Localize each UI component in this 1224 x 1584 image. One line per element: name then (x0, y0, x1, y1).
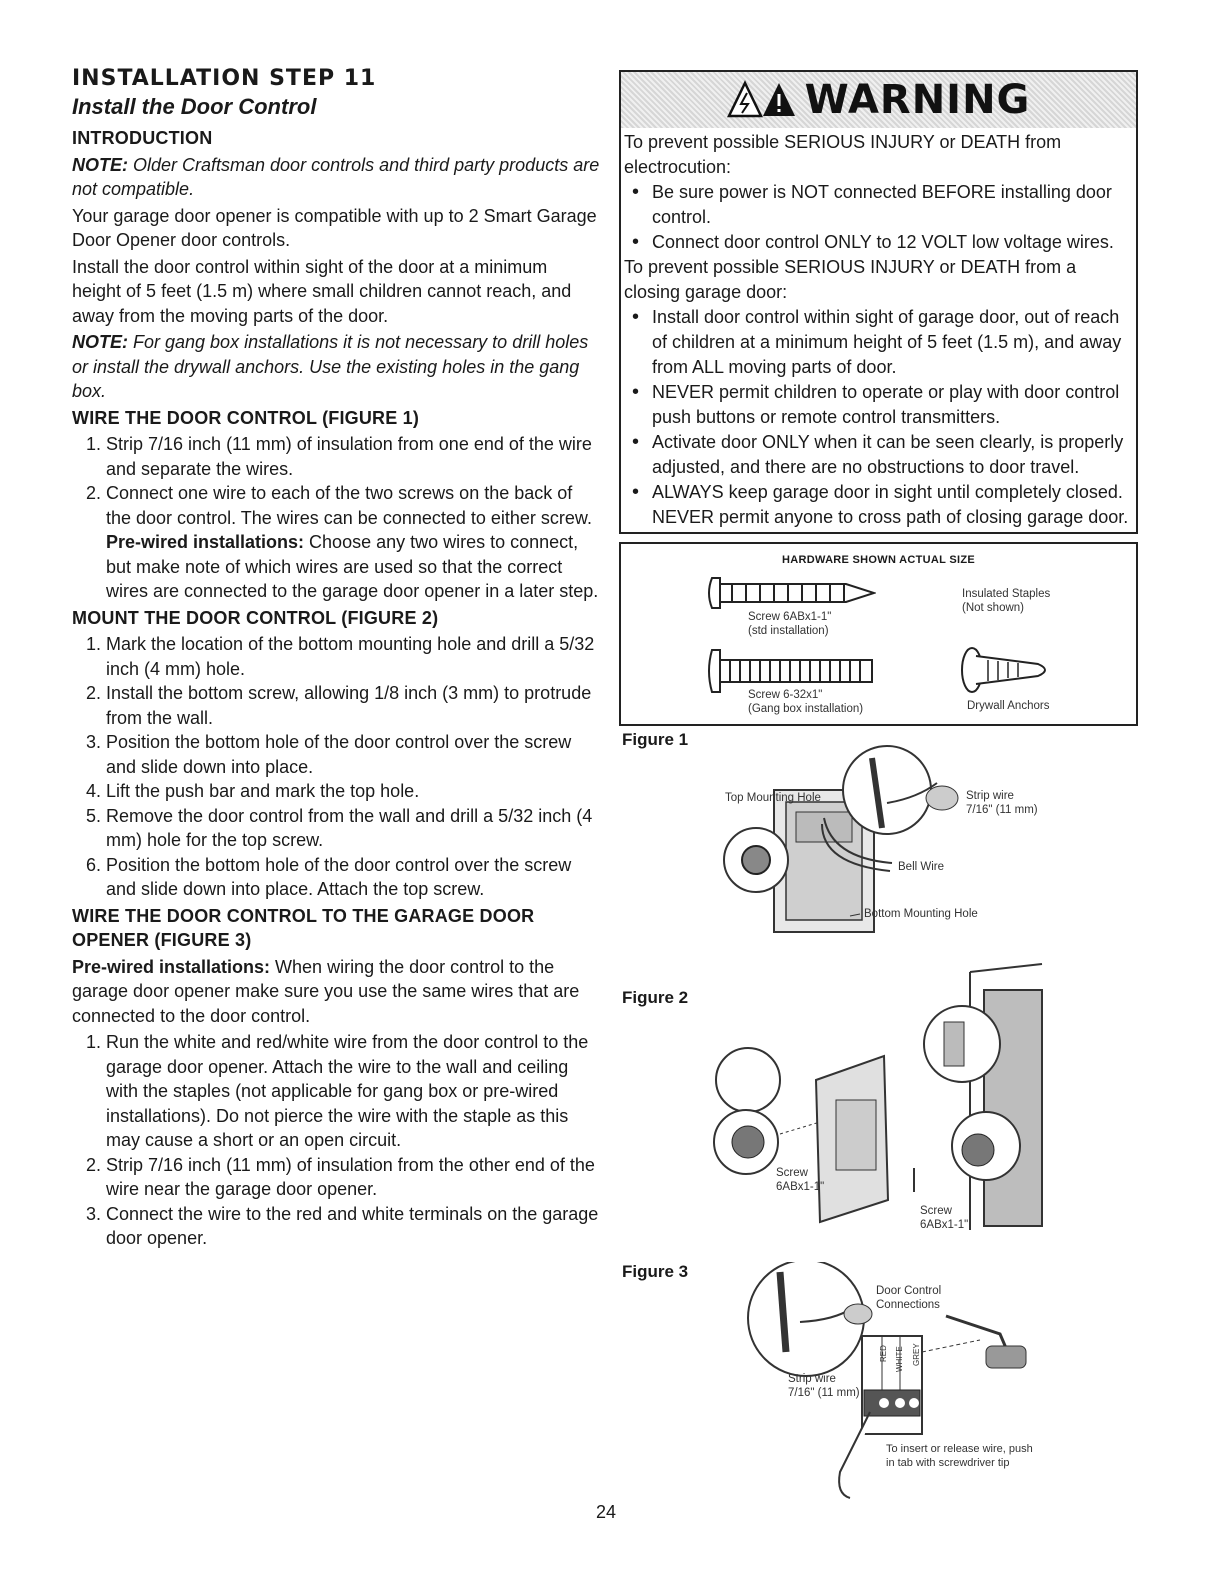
intro-paragraph-2: Install the door control within sight of the door at a minimum height of 5 feet (1.5 m) where small children cannot reach, and away from the moving parts of the door. (72, 256, 572, 326)
figure-3-label: Figure 3 (622, 1262, 689, 1281)
list-item: • ALWAYS keep garage door in sight until completely closed. NEVER permit anyone to cross path of closing garage door. (624, 480, 1132, 530)
opener-heading: WIRE THE DOOR CONTROL TO THE GARAGE DOOR OPENER (FIGURE 3) (72, 905, 535, 950)
list-item: 6. Position the bottom hole of the door control over the screw and slide down into place. Attach the top screw. (106, 853, 600, 902)
mount-heading: MOUNT THE DOOR CONTROL (FIGURE 2) (72, 607, 439, 628)
strip-wire-size-3: 7/16" (11 mm) (788, 1387, 860, 1399)
warning-list-1 (624, 180, 1132, 255)
staples-note: (Not shown) (962, 602, 1024, 614)
list-item: 2. Install the bottom screw, allowing 1/8 inch (3 mm) to protrude from the wall. (106, 681, 600, 730)
intro-paragraph-1: Your garage door opener is compatible with up to 2 Smart Garage Door Opener door controls. (72, 205, 597, 250)
list-item: 1. Run the white and red/white wire from the door control to the garage door opener. Attach the wire to the wall and ceiling with the staples (not applicable for gang box or pre-wired installations). Do not pierce the wire with the staple as this may cause a short or an open circuit. (106, 1030, 600, 1153)
door-control-connections-label-2: Connections (876, 1299, 940, 1311)
screw-gang-note: (Gang box installation) (748, 703, 864, 715)
list-item: 1. Mark the location of the bottom mounting hole and drill a 5/32 inch (4 mm) hole. (106, 632, 600, 681)
warning-title: WARNING (804, 77, 1031, 123)
list-item: • NEVER permit children to operate or play with door control push buttons or remote control transmitters. (624, 380, 1132, 430)
strip-wire-label: Strip wire (966, 790, 1014, 802)
screw-std-note: (std installation) (748, 625, 829, 637)
step-title: INSTALLATION STEP 11 (72, 66, 377, 91)
screw-a-size: 6ABx1-1" (776, 1181, 825, 1193)
list-item: 4. Lift the push bar and mark the top hole. (106, 779, 600, 804)
warning-banner (621, 72, 1136, 128)
opener-prewired: Pre-wired installations: When wiring the door control to the garage door opener make sure you use the same wires that are connected to the door control. (72, 956, 580, 1026)
step-subtitle: Install the Door Control (72, 94, 317, 119)
figure-2-label: Figure 2 (622, 988, 689, 1007)
terminal-white-label: WHITE (895, 1346, 904, 1372)
warning-paragraph-1: To prevent possible SERIOUS INJURY or DEATH from electrocution: (624, 132, 1062, 177)
strip-wire-size: 7/16" (11 mm) (966, 804, 1038, 816)
anchors-label: Drywall Anchors (967, 700, 1050, 712)
intro-note-2: NOTE: For gang box installations it is not necessary to drill holes or install the drywall anchors. Use the existing holes in the gang box. (72, 332, 589, 401)
mount-steps (72, 632, 600, 902)
top-mounting-hole-label: Top Mounting Hole (725, 792, 821, 804)
warning-list-2 (624, 305, 1132, 530)
screw-gang-label: Screw 6-32x1" (748, 689, 823, 701)
hardware-box (619, 542, 1138, 726)
list-item: 3. Position the bottom hole of the door control over the screw and slide down into place. (106, 730, 600, 779)
bottom-mounting-hole-label: Bottom Mounting Hole (864, 908, 978, 920)
screw-std-illustration (706, 576, 876, 610)
release-tip-line-1: To insert or release wire, push (886, 1443, 1033, 1455)
hardware-title: HARDWARE SHOWN ACTUAL SIZE (782, 554, 975, 566)
list-item: 5. Remove the door control from the wall and drill a 5/32 inch (4 mm) hole for the top screw. (106, 804, 600, 853)
screw-std-label: Screw 6ABx1-1" (748, 611, 832, 623)
list-item: • Activate door ONLY when it can be seen clearly, is properly adjusted, and there are no obstructions to door travel. (624, 430, 1132, 480)
list-item: • Install door control within sight of garage door, out of reach of children at a minimum height of 5 feet (1.5 m), and away from ALL moving parts of door. (624, 305, 1132, 380)
staples-label: Insulated Staples (962, 588, 1051, 600)
wire-heading: WIRE THE DOOR CONTROL (FIGURE 1) (72, 407, 420, 428)
door-control-connections-label-1: Door Control (876, 1285, 942, 1297)
warning-paragraph-2: To prevent possible SERIOUS INJURY or DEATH from a closing garage door: (624, 257, 1077, 302)
drywall-anchor-illustration (958, 644, 1054, 696)
left-column (72, 124, 600, 1251)
opener-steps (72, 1030, 600, 1251)
screw-b-label: Screw (920, 1205, 952, 1217)
screw-b-size: 6ABx1-1" (920, 1219, 969, 1231)
list-item: 3. Connect the wire to the red and white terminals on the garage door opener. (106, 1202, 600, 1251)
list-item: 1. Strip 7/16 inch (11 mm) of insulation from one end of the wire and separate the wires. (106, 432, 600, 481)
list-item: 2. Connect one wire to each of the two screws on the back of the door control. The wires can be connected to either screw. Pre-wired installations: Choose any two wires to connect, but make note of which wires are used so that the correct wires are connected to the garage door opener in a later step. (106, 481, 600, 604)
screw-a-label: Screw (776, 1167, 808, 1179)
page-number: 24 (596, 1502, 617, 1522)
intro-note-1: NOTE: Older Craftsman door controls and third party products are not compatible. (72, 154, 600, 199)
strip-wire-label-3: Strip wire (788, 1373, 836, 1385)
release-tip-line-2: in tab with screwdriver tip (886, 1457, 1010, 1469)
figure-1-label: Figure 1 (622, 730, 689, 749)
list-item: • Connect door control ONLY to 12 VOLT low voltage wires. (624, 230, 1132, 255)
terminal-grey-label: GREY (912, 1343, 921, 1366)
warning-triangle-icon (727, 80, 797, 120)
intro-heading: INTRODUCTION (72, 128, 213, 148)
terminal-red-label: RED (879, 1345, 888, 1362)
wire-steps (72, 432, 600, 604)
figure-2-illustration (708, 960, 1044, 1240)
warning-body (624, 130, 1132, 530)
list-item: • Be sure power is NOT connected BEFORE installing door control. (624, 180, 1132, 230)
bell-wire-label: Bell Wire (898, 861, 945, 873)
list-item: 2. Strip 7/16 inch (11 mm) of insulation from the other end of the wire near the garage door opener. (106, 1153, 600, 1202)
